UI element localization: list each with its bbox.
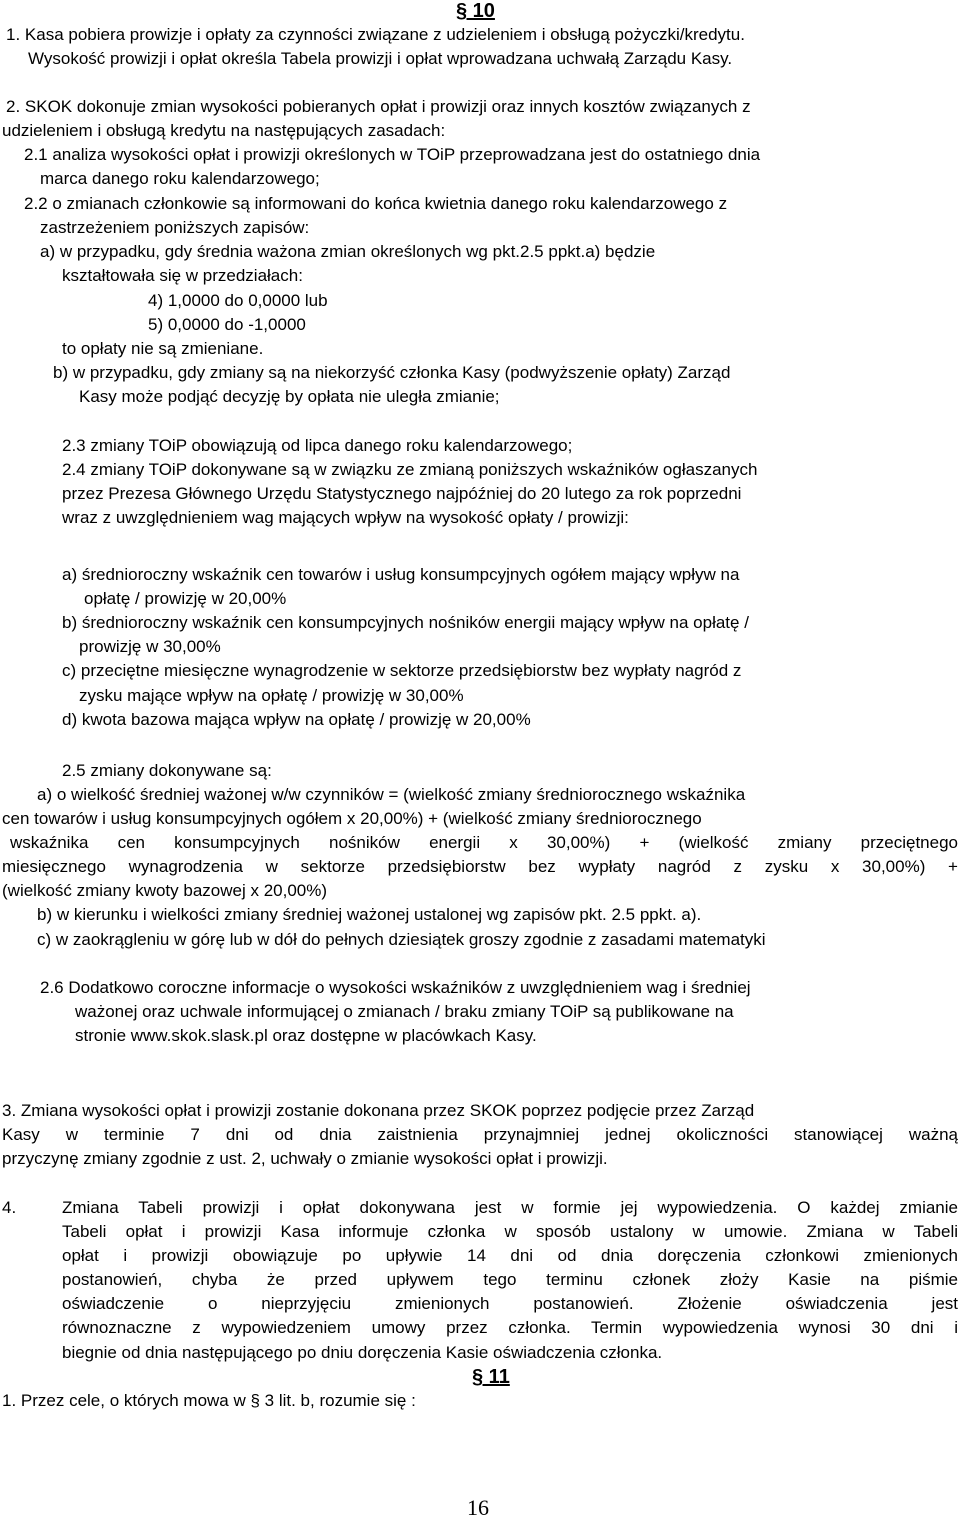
paragraph-3-line-3: przyczynę zmiany zgodnie z ust. 2, uchwały o zmianie wysokości opłat i prowizji.	[2, 1149, 608, 1168]
paragraph-4-line-1: Zmiana Tabeli prowizji i opłat dokonywana jest w formie jej wypowiedzenia. O każdej zmianie	[62, 1198, 958, 1217]
paragraph-2-line-1: 2. SKOK dokonuje zmian wysokości pobieranych opłat i prowizji oraz innych kosztów związanych z	[6, 97, 751, 116]
paragraph-4-line-4: postanowień, chyba że przed upływem tego terminu członek złoży Kasie na piśmie	[62, 1270, 958, 1289]
paragraph-1-line-2: Wysokość prowizji i opłat określa Tabela prowizji i opłat wprowadzana uchwałą Zarządu Kasy.	[28, 49, 733, 68]
point-2-2-a-end: to opłaty nie są zmieniane.	[62, 339, 264, 358]
point-2-5-b: b) w kierunku i wielkości zmiany średniej ważonej ustalonej wg zapisów pkt. 2.5 ppkt. a).	[37, 905, 702, 924]
point-2-4-c-line-1: c) przeciętne miesięczne wynagrodzenie w sektorze przedsiębiorstw bez wypłaty nagród z	[62, 661, 742, 680]
range-item-4: 4) 1,0000 do 0,0000 lub	[148, 291, 328, 310]
point-2-2-line-1: 2.2 o zmianach członkowie są informowani do końca kwietnia danego roku kalendarzowego z	[24, 194, 728, 213]
paragraph-4-line-7: biegnie od dnia następującego po dniu doręczenia Kasie oświadczenia członka.	[62, 1343, 663, 1362]
paragraph-4-line-3: opłat i prowizji obowiązuje po upływie 14 dni od dnia doręczenia członkowi zmienionych	[62, 1246, 958, 1265]
point-2-4-c-line-2: zysku mające wpływ na opłatę / prowizję w 30,00%	[79, 686, 464, 705]
point-2-6-line-2: ważonej oraz uchwale informującej o zmianach / braku zmiany TOiP są publikowane na	[75, 1002, 734, 1021]
point-2-6-line-3: stronie www.skok.slask.pl oraz dostępne w placówkach Kasy.	[75, 1026, 537, 1045]
point-2-2-a-line-2: kształtowała się w przedziałach:	[62, 266, 303, 285]
section-heading-11: § 11	[472, 1366, 510, 1388]
paragraph-1-line-1: 1. Kasa pobiera prowizje i opłaty za czynności związane z udzieleniem i obsługą pożyczki/kredytu.	[6, 25, 745, 44]
point-2-4-a-line-1: a) średnioroczny wskaźnik cen towarów i usług konsumpcyjnych ogółem mający wpływ na	[62, 565, 740, 584]
point-2-6-line-1: 2.6 Dodatkowo coroczne informacje o wysokości wskaźników z uwzględnieniem wag i średniej	[40, 978, 751, 997]
paragraph-3-line-1: 3. Zmiana wysokości opłat i prowizji zostanie dokonana przez SKOK poprzez podjęcie przez Zarząd	[2, 1101, 755, 1120]
point-2-4-b-line-2: prowizję w 30,00%	[79, 637, 221, 656]
point-2-4-a-line-2: opłatę / prowizję w 20,00%	[84, 589, 287, 608]
point-2-1-line-2: marca danego roku kalendarzowego;	[40, 169, 320, 188]
point-2-5-a-line-4: miesięcznego wynagrodzenia w sektorze przedsiębiorstw bez wypłaty nagród z zysku x 30,00%) +	[2, 857, 958, 876]
paragraph-3-line-2: Kasy w terminie 7 dni od dnia zaistnienia przynajmniej jednej okoliczności stanowiącej ważną	[2, 1125, 958, 1144]
section-heading-10: § 10	[456, 0, 495, 22]
point-2-5-a-line-5: (wielkość zmiany kwoty bazowej x 20,00%)	[2, 881, 328, 900]
point-2-4-line-1: 2.4 zmiany TOiP dokonywane są w związku ze zmianą poniższych wskaźników ogłaszanych	[62, 460, 758, 479]
paragraph-2-line-2: udzieleniem i obsługą kredytu na następujących zasadach:	[2, 121, 446, 140]
point-2-4-line-2: przez Prezesa Głównego Urzędu Statystycznego najpóźniej do 20 lutego za rok poprzedni	[62, 484, 742, 503]
paragraph-4-line-5: oświadczenie o nieprzyjęciu zmienionych postanowień. Złożenie oświadczenia jest	[62, 1294, 958, 1313]
point-2-1-line-1: 2.1 analiza wysokości opłat i prowizji określonych w TOiP przeprowadzana jest do ostatniego dnia	[24, 145, 761, 164]
point-2-4-d: d) kwota bazowa mająca wpływ na opłatę / prowizję w 20,00%	[62, 710, 531, 729]
paragraph-4-line-6: równoznaczne z wypowiedzeniem umowy przez członka. Termin wypowiedzenia wynosi 30 dni i	[62, 1318, 958, 1337]
point-2-2-line-2: zastrzeżeniem poniższych zapisów:	[40, 218, 310, 237]
point-2-3: 2.3 zmiany TOiP obowiązują od lipca danego roku kalendarzowego;	[62, 436, 573, 455]
page-number: 16	[467, 1495, 489, 1520]
point-2-2-a-line-1: a) w przypadku, gdy średnia ważona zmian określonych wg pkt.2.5 ppkt.a) będzie	[40, 242, 656, 261]
point-2-2-b-line-2: Kasy może podjąć decyzję by opłata nie uległa zmianie;	[79, 387, 500, 406]
point-2-5-a-line-2: cen towarów i usług konsumpcyjnych ogółem x 20,00%) + (wielkość zmiany średniorocznego	[2, 809, 702, 828]
point-2-5: 2.5 zmiany dokonywane są:	[62, 761, 272, 780]
section-11-paragraph-1: 1. Przez cele, o których mowa w § 3 lit. b, rozumie się :	[2, 1391, 416, 1410]
point-2-5-c: c) w zaokrągleniu w górę lub w dół do pełnych dziesiątek groszy zgodnie z zasadami matematyki	[37, 930, 766, 949]
paragraph-4-number: 4.	[2, 1198, 17, 1217]
point-2-2-b-line-1: b) w przypadku, gdy zmiany są na niekorzyść członka Kasy (podwyższenie opłaty) Zarząd	[53, 363, 731, 382]
range-item-5: 5) 0,0000 do -1,0000	[148, 315, 306, 334]
point-2-5-a-line-1: a) o wielkość średniej ważonej w/w czynników = (wielkość zmiany średniorocznego wskaźnika	[37, 785, 746, 804]
point-2-4-line-3: wraz z uwzględnieniem wag mających wpływ na wysokość opłaty / prowizji:	[62, 508, 629, 527]
point-2-5-a-line-3: wskaźnika cen konsumpcyjnych nośników energii x 30,00%) + (wielkość zmiany przeciętnego	[10, 833, 958, 852]
point-2-4-b-line-1: b) średnioroczny wskaźnik cen konsumpcyjnych nośników energii mający wpływ na opłatę /	[62, 613, 749, 632]
paragraph-4-line-2: Tabeli opłat i prowizji Kasa informuje członka w sposób ustalony w umowie. Zmiana w Tabeli	[62, 1222, 958, 1241]
